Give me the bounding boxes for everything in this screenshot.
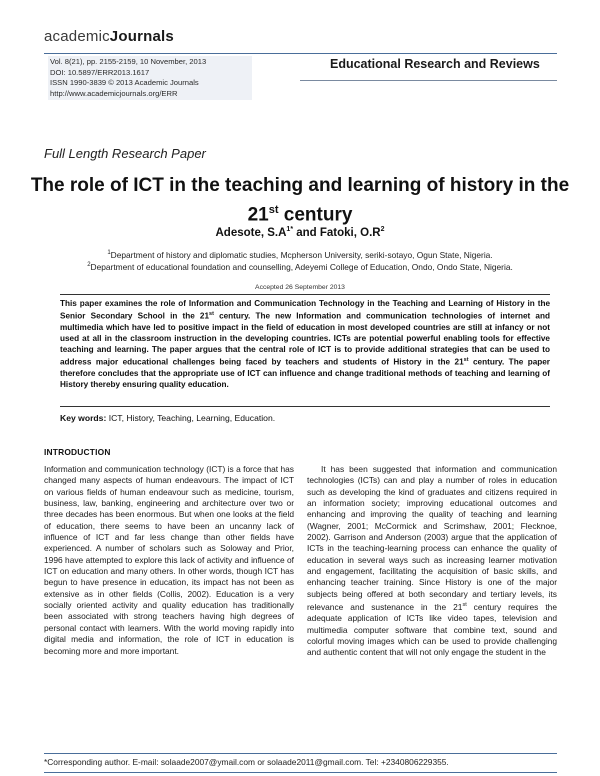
affiliation-2-text: Department of educational foundation and counselling, Adeyemi College of Education, Ondo, Ondo State, Nigeria. <box>90 262 513 272</box>
body-column-left: Information and communication technology (ICT) is a force that has changed many aspects of human endeavours. The impact of ICT on various fields of human endeavour such as medicine, tourism, business, law, banking, engineering and architecture over two or three decades has been enormous. But when one looks at the field of education, there seems to have been an uncanny lack of influence of ICT and far less change than other fields have experienced. A number of scholars such as Soloway and Prior, 1996 have attempted to explore this lack of activity and influence of ICT on education and many others. In other words, though ICT has begun to have presence in education, its impact has not been as extensive as in other fields (Collis, 2002). Education is a very socially oriented activity and quality education has traditionally been associated with strong teachers having high degrees of personal contact with learners. With the world moving rapidly into digital media and information, the role of ICT in education is becoming more and more important. <box>44 464 294 656</box>
affiliation-1-text: Department of history and diplomatic studies, Mcpherson University, seriki-sotayo, Ogun State, Nigeria. <box>110 250 493 260</box>
meta-issn: ISSN 1990-3839 © 2013 Academic Journals <box>50 78 199 88</box>
publisher-logo <box>44 28 174 45</box>
title-text-end: century <box>278 204 353 226</box>
meta-volume: Vol. 8(21), pp. 2155-2159, 10 November, 2013 <box>50 57 207 66</box>
corresponding-author-note: *Corresponding author. E-mail: solaade2007@ymail.com or solaade2011@gmail.com. Tel: +2340806229355. <box>44 757 449 767</box>
header-rule <box>44 53 557 54</box>
abstract-bottom-rule <box>60 406 550 407</box>
publisher-prefix: academic <box>44 28 110 45</box>
author-2-mark: 2 <box>380 226 385 233</box>
title-text: The role of ICT in the teaching and learning of history in the 21 <box>30 175 570 226</box>
section-heading-introduction: INTRODUCTION <box>44 447 111 457</box>
meta-url[interactable]: http://www.academicjournals.org/ERR <box>50 88 178 98</box>
right-column-text-1: It has been suggested that information and communication technologies (ICTs) can and play a number of roles in education such as developing the kind of graduates and citizens required in an information society; improving educational outcomes and enhancing and improving the quality of teaching and learning (Wagner, 2001; McCormick and Scrimshaw, 2001; Flecknoe, 2002). Garrison and Anderson (2003) argue that the application of ICTs in the teaching-learning process can enhance the quality of education in several ways such as increasing learner motivation and engagement, facilitating the acquisition of basic skills, and enhancing teacher training. Since History is one of the major subjects being offered at both secondary and tertiary levels, its relevance and sustenance in the 21 <box>307 464 557 612</box>
keywords-text: ICT, History, Teaching, Learning, Education. <box>106 413 276 423</box>
body-column-right <box>307 464 557 659</box>
affiliation-2 <box>0 262 600 272</box>
author-1-mark: 1* <box>286 226 294 233</box>
article-type: Full Length Research Paper <box>44 146 206 161</box>
publisher-suffix: Journals <box>109 28 174 45</box>
meta-doi: DOI: 10.5897/ERR2013.1617 <box>50 67 150 77</box>
footer-bottom-rule <box>44 772 557 773</box>
article-title <box>20 174 580 227</box>
footer-top-rule <box>44 753 557 754</box>
abstract-text-1: This paper examines the role of Information and Communication Technology in the Teaching and Learning of History in the Senior Secondary School in the 21 <box>60 299 550 321</box>
abstract-top-rule <box>60 294 550 295</box>
article-meta <box>48 56 252 100</box>
accepted-date: Accepted 26 September 2013 <box>255 284 345 291</box>
abstract <box>60 298 550 390</box>
journal-name: Educational Research and Reviews <box>330 57 540 71</box>
right-column-text-2: century requires the adequate application of ICTs like video tapes, television and multimedia computer software that combine text, sound and colorful moving images which can be used to provide challenging and authentic content that will not only engage the student in the <box>307 601 557 658</box>
affiliation-2-mark: 2 <box>87 262 91 269</box>
journal-name-rule <box>300 80 557 81</box>
right-column-sup: st <box>462 602 467 609</box>
abstract-sup-1: st <box>209 311 214 318</box>
keywords <box>60 413 550 423</box>
abstract-sup-2: st <box>463 357 469 364</box>
title-superscript: st <box>268 204 279 216</box>
affiliation-1-mark: 1 <box>107 250 111 257</box>
author-2: and Fatoki, O.R <box>293 226 381 239</box>
abstract-text-3: century. The paper therefore concludes that the appropriate use of ICT can influence and change traditional methods of teaching and learning of History thereby ensuring quality education. <box>60 357 550 390</box>
authors <box>0 226 600 239</box>
abstract-text-2: century. The new Information and communication technologies of internet and multimedia which have led to positive impact in the field of education in most developed countries are still at infancy or not used at all in the classroom instruction in the developing countries. ICTs are potential powerful enabling tools for effective teaching and learning. The paper argues that the central role of ICT is to provide additional strategies that can be used to address major educational challenges being faced by teachers and students of History in the 21 <box>60 311 550 367</box>
keywords-label: Key words: <box>60 413 107 423</box>
affiliation-1 <box>0 250 600 260</box>
author-1: Adesote, S.A <box>215 226 287 239</box>
